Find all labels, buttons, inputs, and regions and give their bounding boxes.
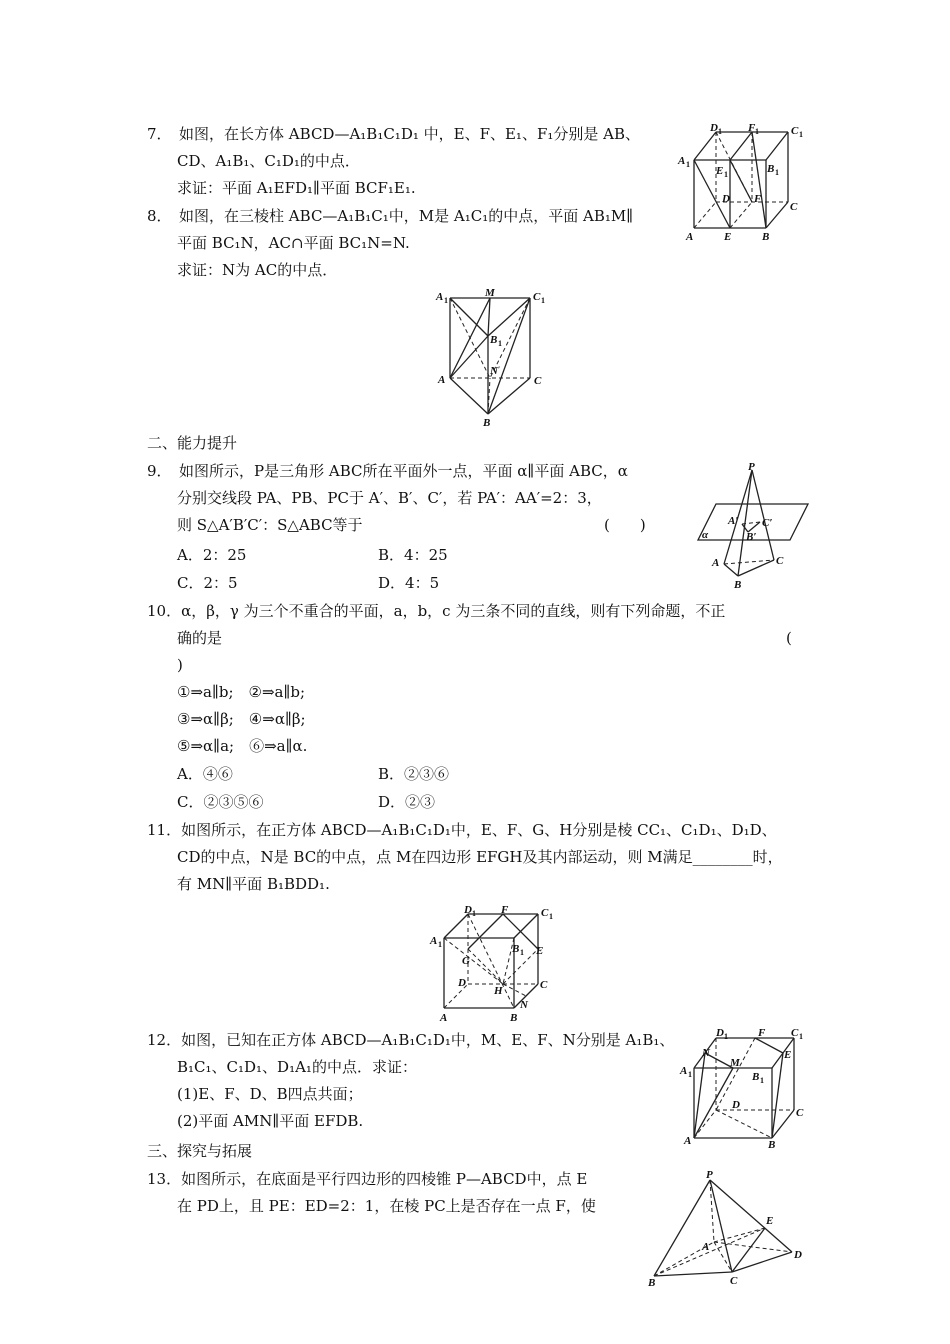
q9-answer-paren: ( ) xyxy=(604,516,646,534)
label-d: D xyxy=(722,193,730,205)
figure-q8-prism xyxy=(430,286,560,430)
q10-proposition-2: ③⇒α∥β; ④⇒α∥β; xyxy=(177,710,306,728)
label-d: D xyxy=(732,1099,740,1111)
label-sub: 1 xyxy=(755,127,759,136)
label-a1: A xyxy=(436,291,444,303)
label-f1: F xyxy=(748,122,756,134)
label-e1: E xyxy=(716,165,724,177)
figure-q12-cube xyxy=(676,1024,810,1150)
label-p: P xyxy=(748,461,755,473)
label-b: B xyxy=(734,579,742,591)
label-f: F xyxy=(758,1027,766,1039)
label-b: B xyxy=(510,1012,518,1024)
label-b: B xyxy=(762,231,770,243)
label-alpha: α xyxy=(702,529,709,541)
label-e: E xyxy=(766,1215,774,1227)
label-a1: A xyxy=(430,935,438,947)
label-sub: 1 xyxy=(760,1076,764,1085)
label-c1: C xyxy=(533,291,541,303)
q11-line3: 有 MN∥平面 B₁BDD₁. xyxy=(177,875,330,893)
label-b1: B xyxy=(512,943,520,955)
label-sub: 1 xyxy=(688,1070,692,1079)
label-d: D xyxy=(794,1249,802,1261)
label-n: N xyxy=(490,365,498,377)
figure-q13-pyramid xyxy=(646,1168,816,1289)
q13-line1: 13．如图所示，在底面是平行四边形的四棱锥 P—ABCD中，点 E xyxy=(147,1170,588,1188)
q11-line1: 11．如图所示，在正方体 ABCD—A₁B₁C₁D₁中，E、F、G、H分别是棱 CC₁、C₁D₁、D₁D、 xyxy=(147,821,777,839)
label-e: E xyxy=(724,231,732,243)
label-m: M xyxy=(485,287,495,299)
label-c1: C xyxy=(791,125,799,137)
q12-line3: (1)E、F、D、B四点共面； xyxy=(177,1085,363,1103)
label-b: B xyxy=(768,1139,776,1151)
label-f: F xyxy=(754,193,762,205)
q12-line4: (2)平面 AMN∥平面 EFDB. xyxy=(177,1112,364,1130)
q9-line2: 分别交线段 PA、PB、PC于 A′、B′、C′，若 PA′：AA′=2：3， xyxy=(177,489,602,507)
q8-line2: 平面 BC₁N，AC∩平面 BC₁N=N. xyxy=(177,234,410,252)
label-prime: ′ xyxy=(498,365,501,374)
label-sub: 1 xyxy=(686,160,690,169)
label-d1: D xyxy=(464,904,472,916)
label-c: C xyxy=(790,201,798,213)
label-c: C xyxy=(534,375,542,387)
label-g: G xyxy=(462,955,470,967)
label-c: C xyxy=(730,1275,738,1287)
q12-line2: B₁C₁、C₁D₁、D₁A₁的中点．求证： xyxy=(177,1058,417,1076)
label-sub: 1 xyxy=(444,296,448,305)
label-f: F xyxy=(501,904,509,916)
label-b: B xyxy=(648,1277,656,1289)
label-a: A xyxy=(440,1012,448,1024)
q9-line3: 则 S△A′B′C′：S△ABC等于 xyxy=(177,516,363,534)
label-sub: 1 xyxy=(541,296,545,305)
label-b1: B xyxy=(490,334,498,346)
q11-line2: CD的中点，N是 BC的中点，点 M在四边形 EFGH及其内部运动，则 M满足________时， xyxy=(177,848,783,866)
section-heading-3: 三、探究与拓展 xyxy=(147,1142,253,1160)
label-sub: 1 xyxy=(799,1032,803,1041)
q9-line1: 9． 如图所示，P是三角形 ABC所在平面外一点，平面 α∥平面 ABC，α xyxy=(147,462,628,480)
label-c: C xyxy=(540,979,548,991)
label-a: A xyxy=(712,557,720,569)
label-m: M xyxy=(730,1057,740,1069)
label-sub: 1 xyxy=(549,912,553,921)
q10-line2: 确的是 xyxy=(177,629,223,647)
label-sub: 1 xyxy=(520,948,524,957)
label-sub: 1 xyxy=(724,170,728,179)
figure-q9-pyramid-plane xyxy=(696,460,820,590)
label-d1: D xyxy=(710,122,718,134)
label-b: B xyxy=(483,417,491,429)
q10-option-d: D．②③ xyxy=(378,793,436,811)
label-d: D xyxy=(458,977,466,989)
label-a1: A xyxy=(680,1065,688,1077)
q10-line1: 10．α，β，γ 为三个不重合的平面，a，b，c 为三条不同的直线，则有下列命题，不正 xyxy=(147,602,726,620)
q8-line3: 求证：N为 AC的中点． xyxy=(177,261,338,279)
label-n: N xyxy=(702,1047,710,1059)
label-a1: A xyxy=(678,155,686,167)
q10-option-c: C．②③⑤⑥ xyxy=(177,793,264,811)
q9-option-b: B．4：25 xyxy=(378,546,448,564)
label-n: N xyxy=(520,999,528,1011)
q12-line1: 12．如图，已知在正方体 ABCD—A₁B₁C₁D₁中，M、E、F、N分别是 A₁B₁、 xyxy=(147,1031,675,1049)
q7-line2: CD、A₁B₁、C₁D₁的中点． xyxy=(177,152,360,170)
label-e: E xyxy=(536,945,544,957)
label-c-prime: C′ xyxy=(762,517,773,529)
label-c: C xyxy=(796,1107,804,1119)
q7-line3: 求证：平面 A₁EFD₁∥平面 BCF₁E₁. xyxy=(177,179,416,197)
q10-option-a: A．④⑥ xyxy=(177,765,233,783)
label-a: A xyxy=(438,374,446,386)
label-d1: D xyxy=(716,1027,724,1039)
label-a: A xyxy=(702,1241,710,1253)
label-b1: B xyxy=(752,1071,760,1083)
figure-q11-cube xyxy=(428,904,562,1024)
label-c1: C xyxy=(791,1027,799,1039)
label-p: P xyxy=(706,1169,713,1181)
label-c: C xyxy=(776,555,784,567)
figure-q7-cuboid xyxy=(676,122,810,246)
label-sub: 1 xyxy=(472,909,476,918)
q10-proposition-3: ⑤⇒α∥a; ⑥⇒a∥α. xyxy=(177,737,308,755)
label-sub: 1 xyxy=(775,168,779,177)
label-e: E xyxy=(784,1049,792,1061)
label-sub: 1 xyxy=(718,127,722,136)
label-c1: C xyxy=(541,907,549,919)
label-a: A xyxy=(684,1135,692,1147)
q10-paren-close: ) xyxy=(177,656,183,674)
q13-line2: 在 PD上，且 PE：ED=2：1，在棱 PC上是否存在一点 F，使 xyxy=(177,1197,596,1215)
q10-paren-open: ( xyxy=(786,629,792,647)
q10-option-b: B．②③⑥ xyxy=(378,765,450,783)
label-sub: 1 xyxy=(438,940,442,949)
q10-proposition-1: ①⇒a∥b; ②⇒a∥b; xyxy=(177,683,306,701)
label-b1: B xyxy=(767,163,775,175)
q8-line1: 8． 如图，在三棱柱 ABC—A₁B₁C₁中，M是 A₁C₁的中点，平面 AB₁M∥ xyxy=(147,207,634,225)
q7-line1: 7． 如图，在长方体 ABCD—A₁B₁C₁D₁ 中，E、F、E₁、F₁分别是 AB、 xyxy=(147,125,640,143)
q9-option-a: A．2：25 xyxy=(177,546,247,564)
label-a: A xyxy=(686,231,694,243)
q9-option-c: C．2：5 xyxy=(177,574,238,592)
label-sub: 1 xyxy=(724,1032,728,1041)
label-sub: 1 xyxy=(799,130,803,139)
section-heading-2: 二、能力提升 xyxy=(147,434,238,452)
label-sub: 1 xyxy=(498,339,502,348)
label-h: H xyxy=(494,985,503,997)
label-a-prime: A′ xyxy=(728,515,739,527)
label-b-prime: B′ xyxy=(746,531,757,543)
q9-option-d: D．4：5 xyxy=(378,574,440,592)
